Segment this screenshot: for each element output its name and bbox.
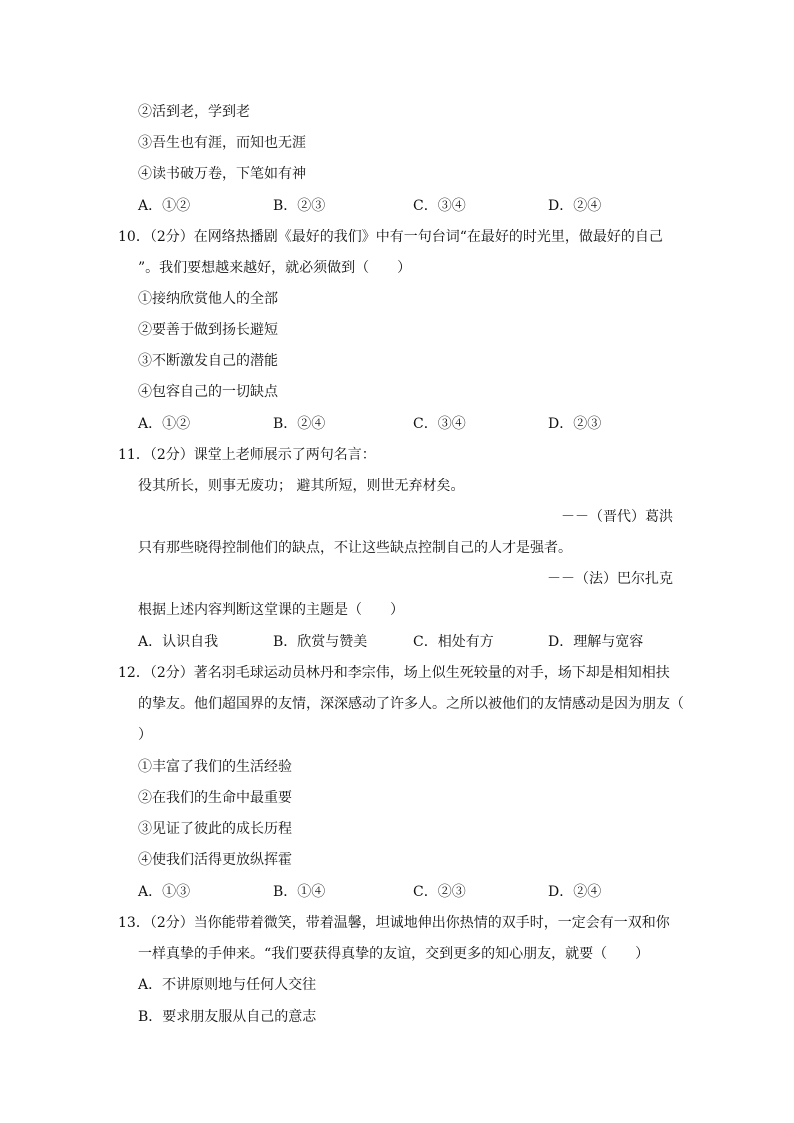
q11-quote-1: 役其所长，则事无废功； 避其所短，则世无弃材矣。 [138,478,465,494]
q12-item-1: ①丰富了我们的生活经验 [138,759,292,775]
q12-option-a[interactable]: A．①③ [138,884,191,900]
q10-item-4: ④包容自己的一切缺点 [138,384,278,400]
q12-option-d[interactable]: D．②④ [548,884,602,900]
q11-option-a[interactable]: A．认识自我 [138,634,219,650]
q12-option-b[interactable]: B．①④ [273,884,326,900]
q12-item-4: ④使我们活得更放纵挥霍 [138,852,292,868]
q11-question: 根据上述内容判断这堂课的主题是（ ） [138,602,404,618]
q13-stem-line2: 一样真挚的手伸来。“我们要获得真挚的友谊，交到更多的知心朋友，就要（ ） [138,946,650,962]
q10-item-3: ③不断激发自己的潜能 [138,353,278,369]
q10-option-a[interactable]: A．①② [138,416,191,432]
q11-stem: 11．（2分）课堂上老师展示了两句名言： [118,447,376,463]
q12-options [138,882,678,902]
q12-stem-line3: ） [138,727,152,743]
q12-option-c[interactable]: C．②③ [413,884,466,900]
q9-option-c[interactable]: C．③④ [413,198,466,214]
q12-stem-line2: 的挚友。他们超国界的友情，深深感动了许多人。之所以被他们的友情感动是因为朋友（ [138,696,684,712]
q11-option-c[interactable]: C．相处有方 [413,634,494,650]
q10-option-b[interactable]: B．②④ [273,416,326,432]
q11-option-b[interactable]: B．欣赏与赞美 [273,634,368,650]
q9-item-4: ④读书破万卷，下笔如有神 [138,166,306,182]
q13-option-a[interactable]: A．不讲原则地与任何人交往 [138,977,317,993]
q10-option-c[interactable]: C．③④ [413,416,466,432]
q11-option-d[interactable]: D．理解与宽容 [548,634,644,650]
q9-item-2: ②活到老，学到老 [138,104,250,120]
q10-item-2: ②要善于做到扬长避短 [138,322,278,338]
q10-item-1: ①接纳欣赏他人的全部 [138,291,278,307]
q9-item-3: ③吾生也有涯，而知也无涯 [138,135,306,151]
q13-stem-line1: 13．（2分）当你能带着微笑，带着温馨，坦诚地伸出你热情的双手时，一定会有一双和你 [118,915,670,931]
q9-options [138,196,678,216]
q10-stem-line1: 10．（2分）在网络热播剧《最好的我们》中有一句台词“在最好的时光里，做最好的自己 [118,229,663,245]
q10-option-d[interactable]: D．②③ [548,416,602,432]
q12-item-2: ②在我们的生命中最重要 [138,790,292,806]
q11-quote-2: 只有那些晓得控制他们的缺点，不让这些缺点控制自己的人才是强者。 [138,540,572,556]
q11-source-2: －－（法）巴尔扎克 [547,571,673,587]
q11-source-1: －－（晋代）葛洪 [561,509,673,525]
q9-option-b[interactable]: B．②③ [273,198,326,214]
q13-option-b[interactable]: B．要求朋友服从自己的意志 [138,1009,317,1025]
q9-option-d[interactable]: D．②④ [548,198,602,214]
q10-options [138,414,678,434]
q11-options [138,632,678,652]
q12-item-3: ③见证了彼此的成长历程 [138,821,292,837]
q10-stem-line2: ”。我们要想越来越好，就必须做到（ ） [138,260,412,276]
q12-stem-line1: 12．（2分）著名羽毛球运动员林丹和李宗伟，场上似生死较量的对手，场下却是相知相扶 [118,665,670,681]
q9-option-a[interactable]: A．①② [138,198,191,214]
